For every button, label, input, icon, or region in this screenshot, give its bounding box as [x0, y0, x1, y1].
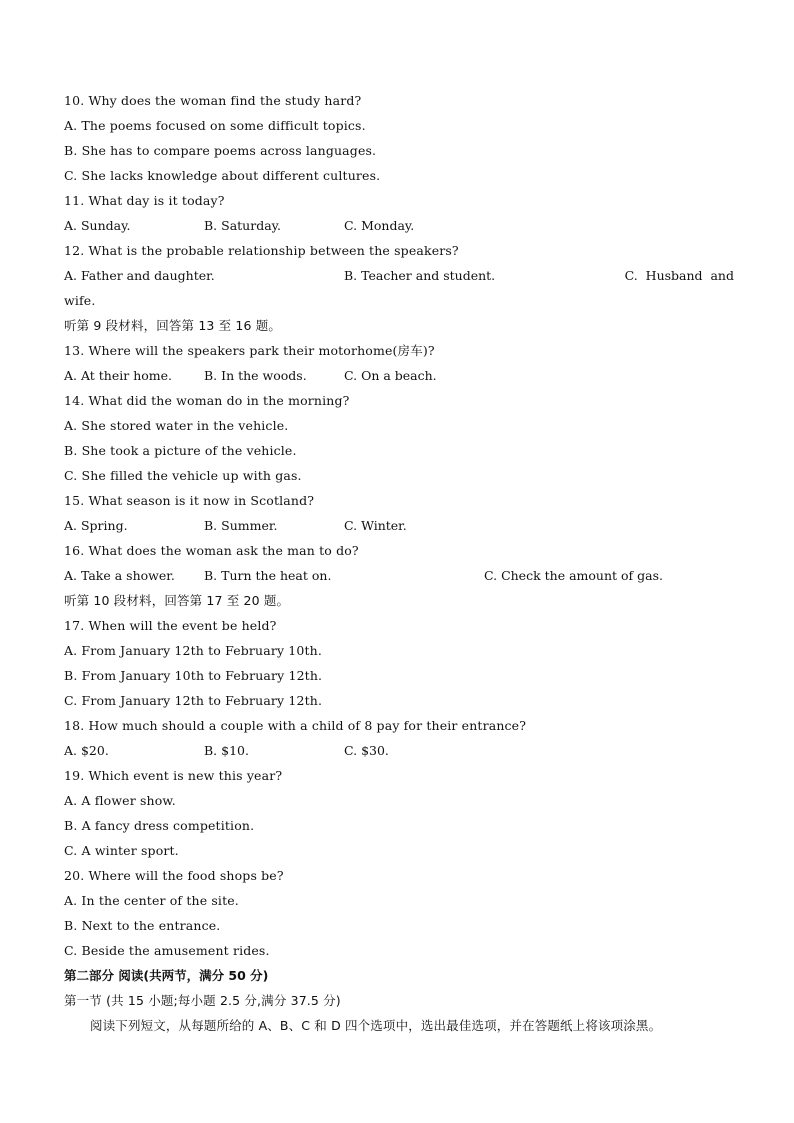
q11-option-b: B. Saturday.	[204, 218, 282, 233]
question-18: 18. How much should a couple with a child of 8 pay for their entrance?	[64, 718, 527, 733]
q20-option-b: B. Next to the entrance.	[64, 918, 221, 933]
q14-option-b: B. She took a picture of the vehicle.	[64, 443, 297, 458]
q15-option-a: A. Spring.	[64, 518, 128, 533]
q16-options	[64, 567, 734, 592]
q17-option-c: C. From January 12th to February 12th.	[64, 693, 323, 708]
q18-options	[64, 742, 734, 767]
q19-option-a: A. A flower show.	[64, 793, 176, 808]
q12-option-a: A. Father and daughter.	[64, 268, 215, 283]
question-14: 14. What did the woman do in the morning?	[64, 393, 350, 408]
q18-option-c: C. $30.	[344, 743, 389, 758]
exam-page	[64, 92, 734, 1042]
q13-options	[64, 367, 734, 392]
question-10: 10. Why does the woman find the study hard?	[64, 93, 362, 108]
q20-option-c: C. Beside the amusement rides.	[64, 943, 270, 958]
question-19: 19. Which event is new this year?	[64, 768, 283, 783]
question-13: 13. Where will the speakers park their motorhome(房车)?	[64, 343, 435, 358]
q10-option-c: C. She lacks knowledge about different cultures.	[64, 168, 381, 183]
q11-option-a: A. Sunday.	[64, 218, 131, 233]
question-16: 16. What does the woman ask the man to do?	[64, 543, 359, 558]
q13-option-a: A. At their home.	[64, 368, 172, 383]
q18-option-b: B. $10.	[204, 743, 249, 758]
q15-options	[64, 517, 734, 542]
q12-options	[64, 267, 734, 292]
part-2-section-1: 第一节 (共 15 小题;每小题 2.5 分,满分 37.5 分)	[64, 993, 341, 1008]
q13-option-b: B. In the woods.	[204, 368, 307, 383]
q19-option-c: C. A winter sport.	[64, 843, 179, 858]
q11-options	[64, 217, 734, 242]
question-11: 11. What day is it today?	[64, 193, 225, 208]
q13-option-c: C. On a beach.	[344, 368, 437, 383]
q11-option-c: C. Monday.	[344, 218, 415, 233]
q12-option-c: C. Husband and	[624, 268, 734, 283]
q10-option-b: B. She has to compare poems across languages.	[64, 143, 377, 158]
q14-option-c: C. She filled the vehicle up with gas.	[64, 468, 302, 483]
q14-option-a: A. She stored water in the vehicle.	[64, 418, 289, 433]
question-15: 15. What season is it now in Scotland?	[64, 493, 315, 508]
q17-option-a: A. From January 12th to February 10th.	[64, 643, 323, 658]
q15-option-c: C. Winter.	[344, 518, 407, 533]
q16-option-c: C. Check the amount of gas.	[484, 568, 663, 583]
q16-option-a: A. Take a shower.	[64, 568, 175, 583]
q18-option-a: A. $20.	[64, 743, 109, 758]
q20-option-a: A. In the center of the site.	[64, 893, 239, 908]
q19-option-b: B. A fancy dress competition.	[64, 818, 255, 833]
question-17: 17. When will the event be held?	[64, 618, 277, 633]
q12-option-b: B. Teacher and student.	[344, 268, 496, 283]
q17-option-b: B. From January 10th to February 12th.	[64, 668, 323, 683]
part-2-title: 第二部分 阅读(共两节，满分 50 分)	[64, 968, 269, 983]
part-2-instruction: 阅读下列短文，从每题所给的 A、B、C 和 D 四个选项中，选出最佳选项，并在答题纸上将该项涂黑。	[90, 1018, 662, 1033]
q15-option-b: B. Summer.	[204, 518, 278, 533]
q12-option-c-wrap: wife.	[64, 293, 96, 308]
instruction-passage-9: 听第 9 段材料，回答第 13 至 16 题。	[64, 318, 282, 333]
q10-option-a: A. The poems focused on some difficult topics.	[64, 118, 366, 133]
question-12: 12. What is the probable relationship between the speakers?	[64, 243, 459, 258]
instruction-passage-10: 听第 10 段材料，回答第 17 至 20 题。	[64, 593, 290, 608]
q16-option-b: B. Turn the heat on.	[204, 568, 332, 583]
question-20: 20. Where will the food shops be?	[64, 868, 284, 883]
